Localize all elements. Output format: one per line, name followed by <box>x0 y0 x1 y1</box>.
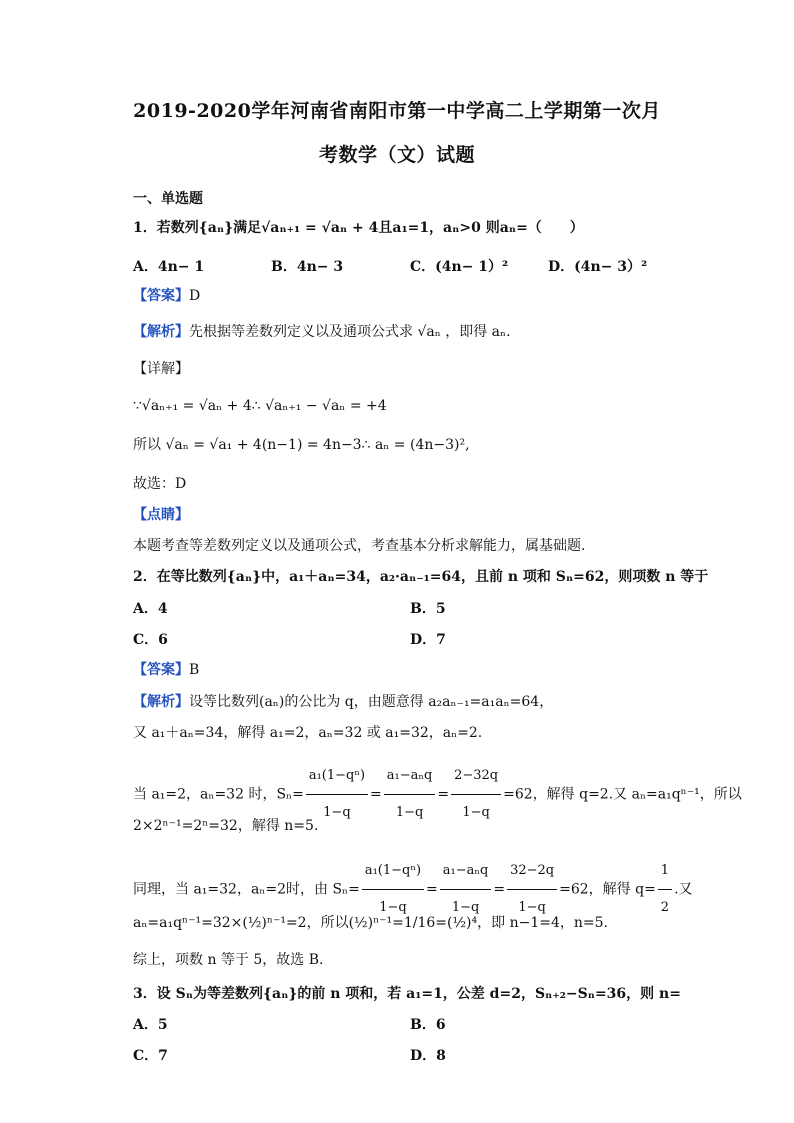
fraction-numerator: 2−32q <box>451 758 501 795</box>
fraction-denominator: 1−q <box>379 900 407 915</box>
q2-line5: 同理，当 a₁=32，aₙ=2时，由 Sₙ= $\frac{\text{a₁(1−qⁿ)}}{1-q}$ = $\frac{\text{a₁−aₙq}}{1-q}$ = $\frac{32-2q}{1-q}$ =62，解得 q= $\frac{1}{2}$ .又 <box>133 853 693 926</box>
q2-line3-fraction-2 <box>384 758 436 831</box>
q2-stem: 2．在等比数列{aₙ}中，a₁＋aₙ=34，a₂·aₙ₋₁=64，且前 n 项和 Sₙ=62，则项数 n 等于 <box>133 569 709 585</box>
answer-value: D <box>189 288 201 304</box>
q1-option-c: C．(4n− 1）² <box>410 259 509 275</box>
q2-option-b: B．5 <box>410 601 446 617</box>
q3-option-a: A．5 <box>133 1017 168 1033</box>
document-title-line2: 考数学（文）试题 <box>318 144 475 166</box>
document-title-line1: 2019-2020学年河南省南阳市第一中学高二上学期第一次月 <box>133 100 661 122</box>
fraction-denominator: 1−q <box>395 805 424 820</box>
q1-option-a: A．4n− 1 <box>133 259 205 275</box>
fraction-numerator: 32−2q <box>507 853 557 890</box>
q2-line5-prefix: 同理，当 a₁=32，aₙ=2时，由 Sₙ= <box>133 881 360 898</box>
q1-detail-tag: 【详解】 <box>133 361 189 377</box>
q3-option-c: C．7 <box>133 1048 168 1064</box>
q2-line5-suffix: =62，解得 q= <box>559 881 656 898</box>
q2-option-c: C．6 <box>133 632 168 648</box>
answer-value: B <box>189 662 200 678</box>
analysis-tag: 【解析】 <box>133 694 189 710</box>
q1-detail-line1: ∵√aₙ₊₁ = √aₙ + 4∴ √aₙ₊₁ − √aₙ = +4 <box>133 398 387 414</box>
section-heading: 一、单选题 <box>133 191 203 207</box>
q2-line2: 又 a₁＋aₙ=34，解得 a₁=2，aₙ=32 或 a₁=32，aₙ=2. <box>133 725 483 741</box>
q1-detail-line3: 故选：D <box>133 476 187 492</box>
answer-tag: 【答案】 <box>133 288 189 304</box>
q1-comment: 本题考查等差数列定义以及通项公式，考查基本分析求解能力，属基础题. <box>133 538 586 554</box>
q2-line6: aₙ=a₁qⁿ⁻¹=32×(½)ⁿ⁻¹=2，所以(½)ⁿ⁻¹=1/16=(½)⁴，即 n−1=4，n=5. <box>133 915 608 931</box>
q2-line4: 2×2ⁿ⁻¹=2ⁿ=32，解得 n=5. <box>133 818 319 834</box>
fraction-numerator: a₁−aₙq <box>384 758 436 795</box>
answer-tag: 【答案】 <box>133 662 189 678</box>
fraction-denominator: 2 <box>660 900 670 915</box>
q3-stem: 3．设 Sₙ为等差数列{aₙ}的前 n 项和，若 a₁=1，公差 d=2，Sₙ₊₂−Sₙ=36，则 n= <box>133 986 681 1002</box>
fraction-denominator: 1−q <box>518 900 546 915</box>
q2-line3: 当 a₁=2，aₙ=32 时，Sₙ= $\frac{\text{a₁(1−qⁿ)}}{1-q}$ = $\frac{\text{a₁−aₙq}}{1-q}$ = $\frac{2-32q}{1-q}$ =62，解得 q=2.又 aₙ=a₁qⁿ⁻¹，所以 <box>133 758 742 831</box>
q2-line3-suffix: =62，解得 q=2.又 aₙ=a₁qⁿ⁻¹，所以 <box>503 786 742 803</box>
q2-line7: 综上，项数 n 等于 5，故选 B. <box>133 952 324 968</box>
q1-comment-tag: 【点睛】 <box>133 507 189 523</box>
q2-analysis <box>133 692 553 712</box>
q1-option-b: B．4n− 3 <box>271 259 344 275</box>
q3-option-b: B．6 <box>410 1017 446 1033</box>
q2-option-a: A．4 <box>133 601 168 617</box>
fraction-denominator: 1−q <box>462 805 490 820</box>
q1-analysis <box>133 322 511 342</box>
q2-answer <box>133 660 199 680</box>
q1-detail-line2: 所以 √aₙ = √a₁ + 4(n−1) = 4n−3∴ aₙ = (4n−3)², <box>133 437 470 453</box>
analysis-tag: 【解析】 <box>133 324 189 340</box>
q1-answer <box>133 286 200 306</box>
q2-line5-end: .又 <box>674 881 693 898</box>
fraction-numerator: a₁(1−qⁿ) <box>306 758 368 795</box>
q2-line5-q-fraction <box>658 853 672 926</box>
fraction-numerator: a₁(1−qⁿ) <box>362 853 424 890</box>
q2-line3-prefix: 当 a₁=2，aₙ=32 时，Sₙ= <box>133 786 304 803</box>
fraction-denominator: 1−q <box>323 805 351 820</box>
analysis-text: 设等比数列(aₙ)的公比为 q，由题意得 a₂aₙ₋₁=a₁aₙ=64， <box>189 694 554 710</box>
fraction-numerator: 1 <box>658 853 672 890</box>
fraction-denominator: 1−q <box>451 900 480 915</box>
fraction-numerator: a₁−aₙq <box>440 853 492 890</box>
q1-option-d: D．(4n− 3）² <box>548 259 648 275</box>
q2-option-d: D．7 <box>410 632 446 648</box>
q1-stem: 1．若数列{aₙ}满足√aₙ₊₁ = √aₙ + 4且a₁=1，aₙ>0 则aₙ=（ ） <box>133 220 584 236</box>
q3-option-d: D．8 <box>410 1048 446 1064</box>
q2-line3-fraction-3 <box>451 758 501 831</box>
analysis-text: 先根据等差数列定义以及通项公式求 √aₙ ，即得 aₙ. <box>189 324 511 340</box>
